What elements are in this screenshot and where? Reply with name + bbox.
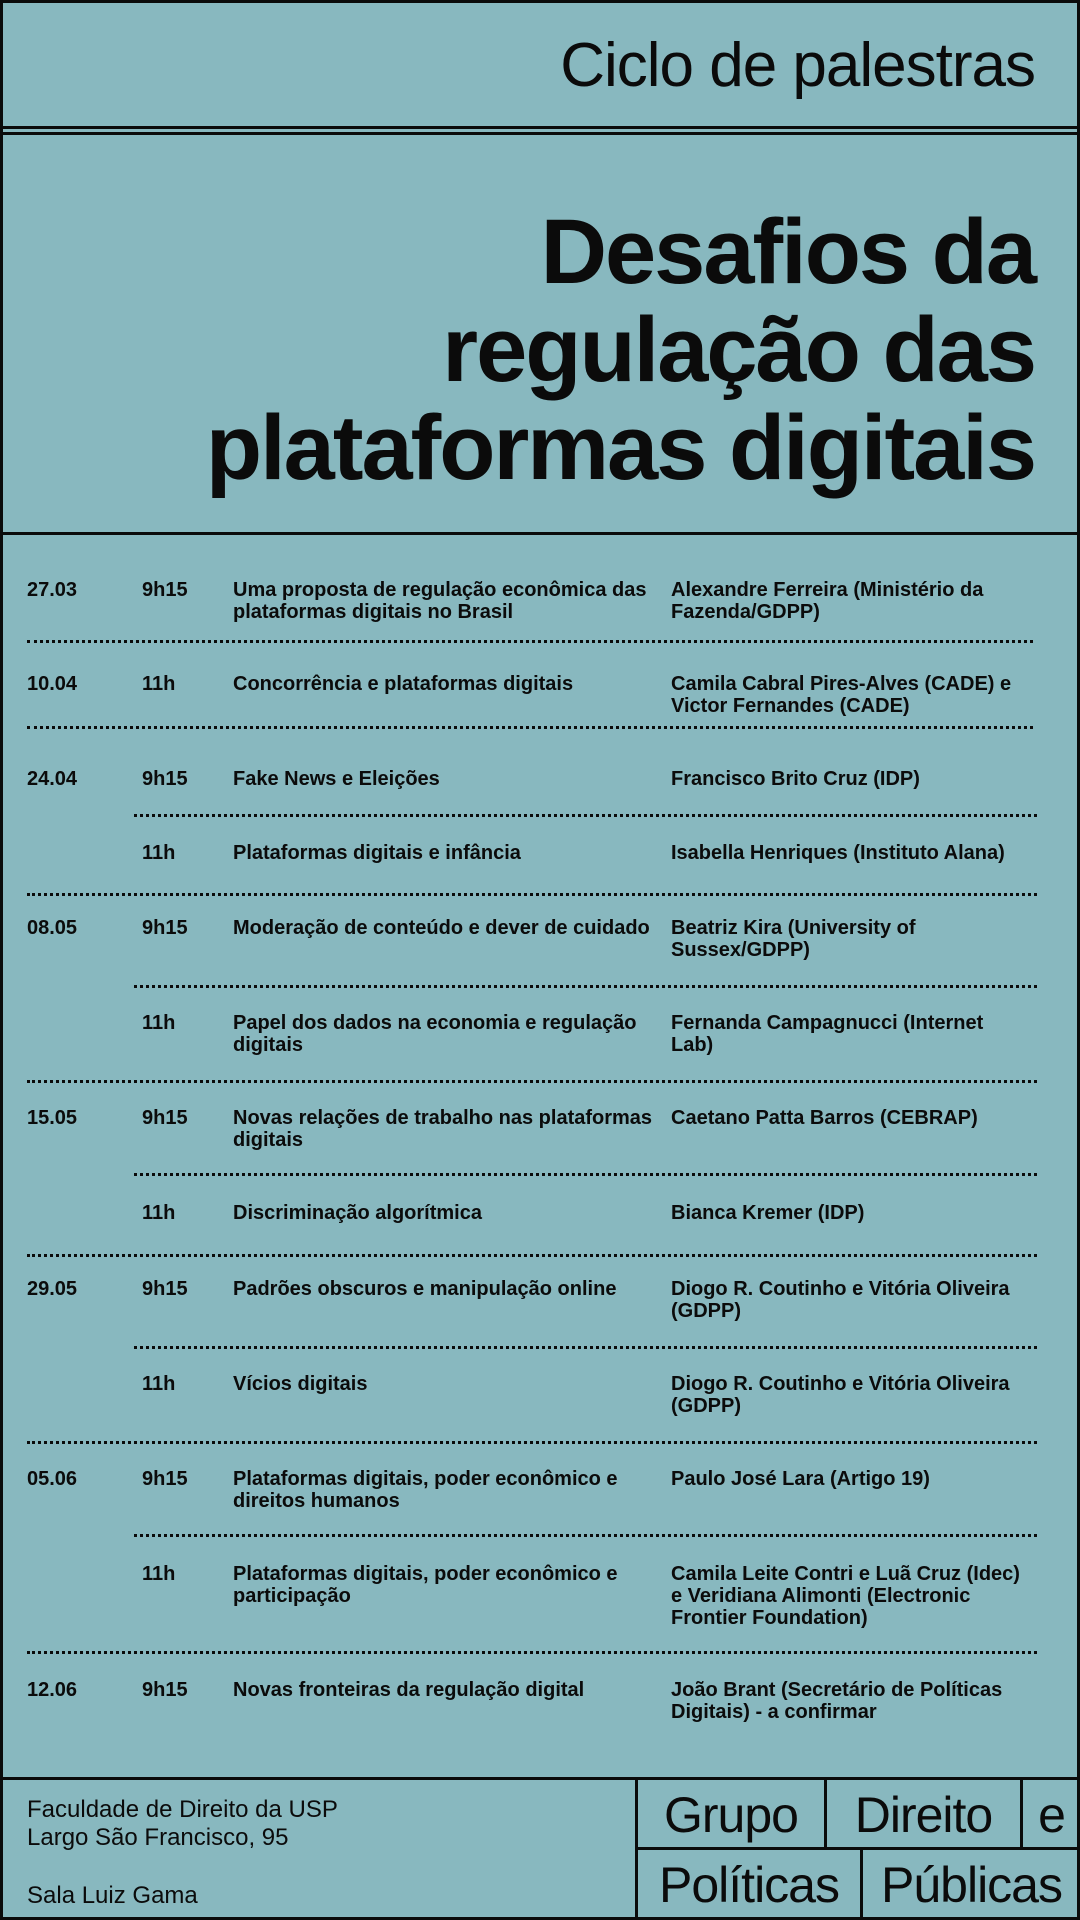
row-time: 9h15 — [142, 1679, 188, 1701]
main-title-box — [3, 132, 1077, 535]
row-divider — [134, 985, 1037, 988]
row-time: 11h — [142, 1202, 176, 1224]
row-topic: Novas relações de trabalho nas plataformas digitais — [233, 1107, 653, 1151]
row-divider — [27, 1441, 1037, 1444]
row-divider — [134, 1173, 1037, 1176]
row-speaker: Bianca Kremer (IDP) — [671, 1202, 865, 1224]
series-title: Ciclo de palestras — [3, 3, 1077, 129]
row-speaker: Caetano Patta Barros (CEBRAP) — [671, 1107, 978, 1129]
row-topic: Plataformas digitais, poder econômico e direitos humanos — [233, 1468, 618, 1512]
row-time: 11h — [142, 1373, 176, 1395]
row-time: 9h15 — [142, 579, 188, 601]
row-divider — [27, 640, 1033, 643]
main-title-line-2: regulação das — [442, 299, 1035, 401]
venue-room: Sala Luiz Gama — [27, 1882, 198, 1909]
row-divider — [27, 1080, 1037, 1083]
row-divider — [27, 1651, 1037, 1654]
row-topic: Padrões obscuros e manipulação online — [233, 1278, 617, 1300]
row-divider — [134, 1346, 1037, 1349]
row-time: 9h15 — [142, 768, 188, 790]
row-speaker: Camila Cabral Pires-Alves (CADE) e Victor Fernandes (CADE) — [671, 673, 1012, 717]
logo-row-top — [638, 1780, 1080, 1850]
logo-row-bottom — [638, 1850, 1080, 1920]
venue-name: Faculdade de Direito da USP — [27, 1796, 338, 1823]
row-date: 10.04 — [27, 673, 78, 695]
row-date: 05.06 — [27, 1468, 78, 1490]
row-speaker: Diogo R. Coutinho e Vitória Oliveira (GDPP) — [671, 1373, 1010, 1417]
row-topic: Uma proposta de regulação econômica das plataformas digitais no Brasil — [233, 579, 647, 623]
schedule-table — [3, 539, 1077, 1777]
row-topic: Novas fronteiras da regulação digital — [233, 1679, 585, 1701]
row-time: 9h15 — [142, 1278, 188, 1300]
row-topic: Moderação de conteúdo e dever de cuidado — [233, 917, 650, 939]
main-title-line-1: Desafios da — [540, 201, 1035, 303]
row-divider — [134, 814, 1037, 817]
row-time: 11h — [142, 1563, 176, 1585]
logo-word-direito: Direito — [824, 1780, 1020, 1850]
row-date: 12.06 — [27, 1679, 78, 1701]
row-speaker: Diogo R. Coutinho e Vitória Oliveira (GDPP) — [671, 1278, 1010, 1322]
venue-street: Largo São Francisco, 95 — [27, 1824, 289, 1851]
row-speaker: João Brant (Secretário de Políticas Digitais) - a confirmar — [671, 1679, 1003, 1723]
row-time: 9h15 — [142, 1107, 188, 1129]
row-time: 11h — [142, 1012, 176, 1034]
logo-word-e: e — [1020, 1780, 1080, 1850]
row-date: 29.05 — [27, 1278, 78, 1300]
row-topic: Fake News e Eleições — [233, 768, 440, 790]
row-date: 08.05 — [27, 917, 78, 939]
venue-address — [27, 1796, 338, 1852]
row-topic: Vícios digitais — [233, 1373, 368, 1395]
row-topic: Papel dos dados na economia e regulação digitais — [233, 1012, 637, 1056]
row-topic: Plataformas digitais, poder econômico e participação — [233, 1563, 618, 1607]
row-divider — [134, 1534, 1037, 1537]
gdpp-logo — [635, 1780, 1077, 1920]
logo-word-grupo: Grupo — [664, 1787, 798, 1843]
row-speaker: Isabella Henriques (Instituto Alana) — [671, 842, 1005, 864]
footer — [3, 1777, 1077, 1917]
row-divider — [27, 893, 1037, 896]
main-title — [206, 203, 1035, 497]
row-speaker: Alexandre Ferreira (Ministério da Fazenda/GDPP) — [671, 579, 984, 623]
row-date: 27.03 — [27, 579, 78, 601]
row-speaker: Fernanda Campagnucci (Internet Lab) — [671, 1012, 984, 1056]
row-speaker: Camila Leite Contri e Luã Cruz (Idec) e Veridiana Alimonti (Electronic Frontier Foundation) — [671, 1563, 1020, 1629]
row-time: 11h — [142, 842, 176, 864]
main-title-line-3: plataformas digitais — [205, 397, 1035, 499]
row-speaker: Beatriz Kira (University of Sussex/GDPP) — [671, 917, 916, 961]
row-speaker: Francisco Brito Cruz (IDP) — [671, 768, 920, 790]
row-time: 11h — [142, 673, 176, 695]
logo-word-politicas: Políticas — [659, 1857, 839, 1913]
row-divider — [27, 726, 1033, 729]
row-date: 15.05 — [27, 1107, 78, 1129]
row-time: 9h15 — [142, 1468, 188, 1490]
row-topic: Concorrência e plataformas digitais — [233, 673, 574, 695]
row-topic: Discriminação algorítmica — [233, 1202, 482, 1224]
row-topic: Plataformas digitais e infância — [233, 842, 521, 864]
row-speaker: Paulo José Lara (Artigo 19) — [671, 1468, 930, 1490]
row-date: 24.04 — [27, 768, 78, 790]
row-divider — [27, 1254, 1037, 1257]
logo-word-publicas: Públicas — [860, 1850, 1080, 1920]
row-time: 9h15 — [142, 917, 188, 939]
